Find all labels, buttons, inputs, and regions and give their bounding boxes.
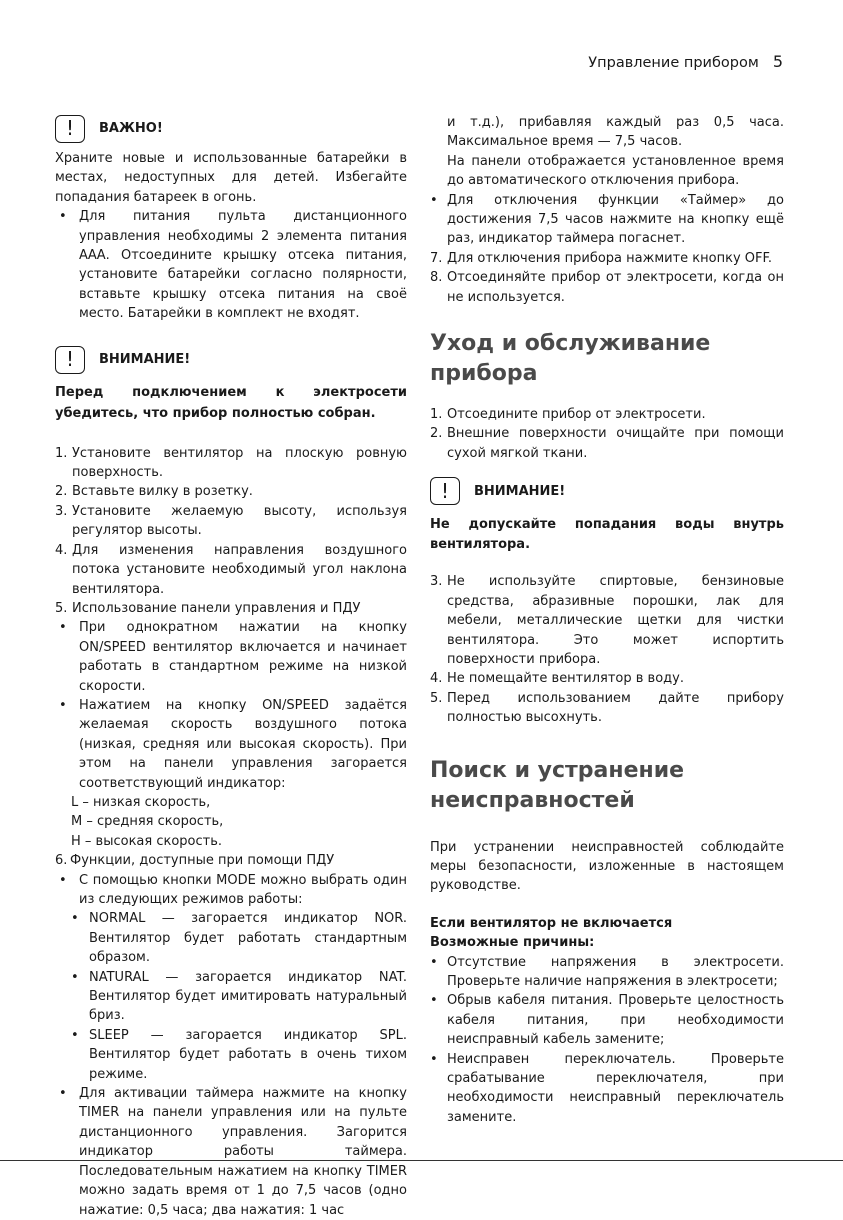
left-column <box>55 113 407 1220</box>
list-item: 2. Внешние поверхности очищайте при помощи сухой мягкой ткани. <box>430 426 784 461</box>
list-item: 1. Отсоедините прибор от электросети. <box>430 407 706 423</box>
speed-high: H – высокая скорость. <box>71 833 223 849</box>
warning-icon: ! <box>55 346 85 374</box>
header-title: Управление прибором <box>588 55 759 71</box>
problem-title: Если вентилятор не включается <box>430 915 673 931</box>
page-header <box>588 52 783 71</box>
list-item: • При однократном нажатии на кнопку ON/SPEED вентилятор включается и начинает работать в стандартном режиме на низкой скорости. <box>59 620 407 694</box>
attention-text: Перед подключением к электросети убедитесь, что прибор полностью собран. <box>55 384 407 421</box>
bottom-rule <box>0 1160 843 1161</box>
list-item: • SLEEP — загорается индикатор SPL. Вентилятор будет работать в очень тихом режиме. <box>71 1027 407 1082</box>
causes-title: Возможные причины: <box>430 935 595 951</box>
attention-text: Не допускайте попадания воды внутрь вентилятора. <box>430 517 784 552</box>
attention-title: ВНИМАНИЕ! <box>99 351 191 367</box>
list-item: 4. Не помещайте вентилятор в воду. <box>430 671 684 687</box>
list-item: • NORMAL — загорается индикатор NOR. Вентилятор будет работать стандартным образом. <box>71 911 407 966</box>
list-item: • Неисправен переключатель. Проверьте срабатывание переключателя, при необходимости неисправный переключатель замените. <box>430 1051 784 1125</box>
list-item: 1. Установите вентилятор на плоскую ровную поверхность. <box>55 445 407 481</box>
list-item: 2. Вставьте вилку в розетку. <box>55 484 253 500</box>
list-item: • Обрыв кабеля питания. Проверьте целостность кабеля питания, при необходимости неисправный кабель замените; <box>430 993 784 1048</box>
care-heading: Уход и обслуживание прибора <box>430 331 711 387</box>
list-item: 8. Отсоединяйте прибор от электросети, когда он не используется. <box>430 270 784 305</box>
care-steps-list <box>430 572 784 727</box>
trouble-heading-line2: неисправностей <box>430 787 635 813</box>
attention-title: ВНИМАНИЕ! <box>474 483 566 499</box>
list-item: 6. Функции, доступные при помощи ПДУ <box>55 853 335 869</box>
speed-mid: M – средняя скорость, <box>71 814 224 830</box>
list-item: • С помощью кнопки MODE можно выбрать один из следующих режимов работы: <box>59 872 407 907</box>
list-item: 7. Для отключения прибора нажмите кнопку OFF. <box>430 250 772 266</box>
important-notice <box>55 113 407 145</box>
list-item: 4. Для изменения направления воздушного потока установите необходимый угол наклона вентилятора. <box>55 542 407 597</box>
list-item: 3. Не используйте спиртовые, бензиновые средства, абразивные порошки, лак для мебели, металлические щетки для чистки вентилятора. Это может испортить поверхности прибора. <box>430 574 784 667</box>
list-item: 5. Перед использованием дайте прибору полностью высохнуть. <box>430 690 784 726</box>
steps-list <box>55 444 407 1220</box>
list-item: • Для активации таймера нажмите на кнопку TIMER на панели управления или на пульте дистанционного управления. Загорится индикатор работы таймера. Последовательным нажатием на кнопку TIMER можно задать время от 1 до 7,5 часов (одно нажатие: 0,5 часа; два нажатия: 1 час <box>59 1086 407 1218</box>
right-column <box>430 113 784 1127</box>
list-item: • Для отключения функции «Таймер» до достижения 7,5 часов нажмите на кнопку ещё раз, индикатор таймера погаснет. <box>430 192 784 247</box>
speed-low: L – низкая скорость, <box>71 794 211 810</box>
warning-icon: ! <box>430 477 460 505</box>
important-text: Храните новые и использованные батарейки в местах, недоступных для детей. Избегайте попадания батареек в огонь. <box>55 151 407 205</box>
timer-display-note: На панели отображается установленное время до автоматического отключения прибора. <box>447 153 784 189</box>
list-item: 5. Использование панели управления и ПДУ <box>55 600 361 616</box>
attention-notice <box>55 344 407 376</box>
warning-icon: ! <box>55 115 85 143</box>
list-item: • Нажатием на кнопку ON/SPEED задаётся желаемая скорость воздушного потока (низкая, средняя или высокая скорость). При этом на панели управления загорается соответствующий индикатор: <box>59 697 407 791</box>
list-item: • Отсутствие напряжения в электросети. Проверьте наличие напряжения в электросети; <box>430 954 784 989</box>
trouble-heading-line1: Поиск и устранение <box>430 757 685 783</box>
attention-notice <box>430 475 784 507</box>
page-number: 5 <box>772 52 783 71</box>
trouble-intro: При устранении неисправностей соблюдайте меры безопасности, изложенные в настоящем руководстве. <box>430 839 784 894</box>
important-title: ВАЖНО! <box>99 121 163 137</box>
list-item: • NATURAL — загорается индикатор NAT. Вентилятор будет имитировать натуральный бриз. <box>71 969 407 1024</box>
list-item: • Для питания пульта дистанционного управления необходимы 2 элемента питания ААА. Отсоедините крышку отсека питания, установите батарейки согласно полярности, вставьте крышку отсека питания на своё место. Батарейки в комплект не входят. <box>59 209 407 322</box>
timer-continuation: и т.д.), прибавляя каждый раз 0,5 часа. Максимальное время — 7,5 часов. <box>447 115 784 150</box>
list-item: 3. Установите желаемую высоту, используя регулятор высоты. <box>55 503 407 539</box>
